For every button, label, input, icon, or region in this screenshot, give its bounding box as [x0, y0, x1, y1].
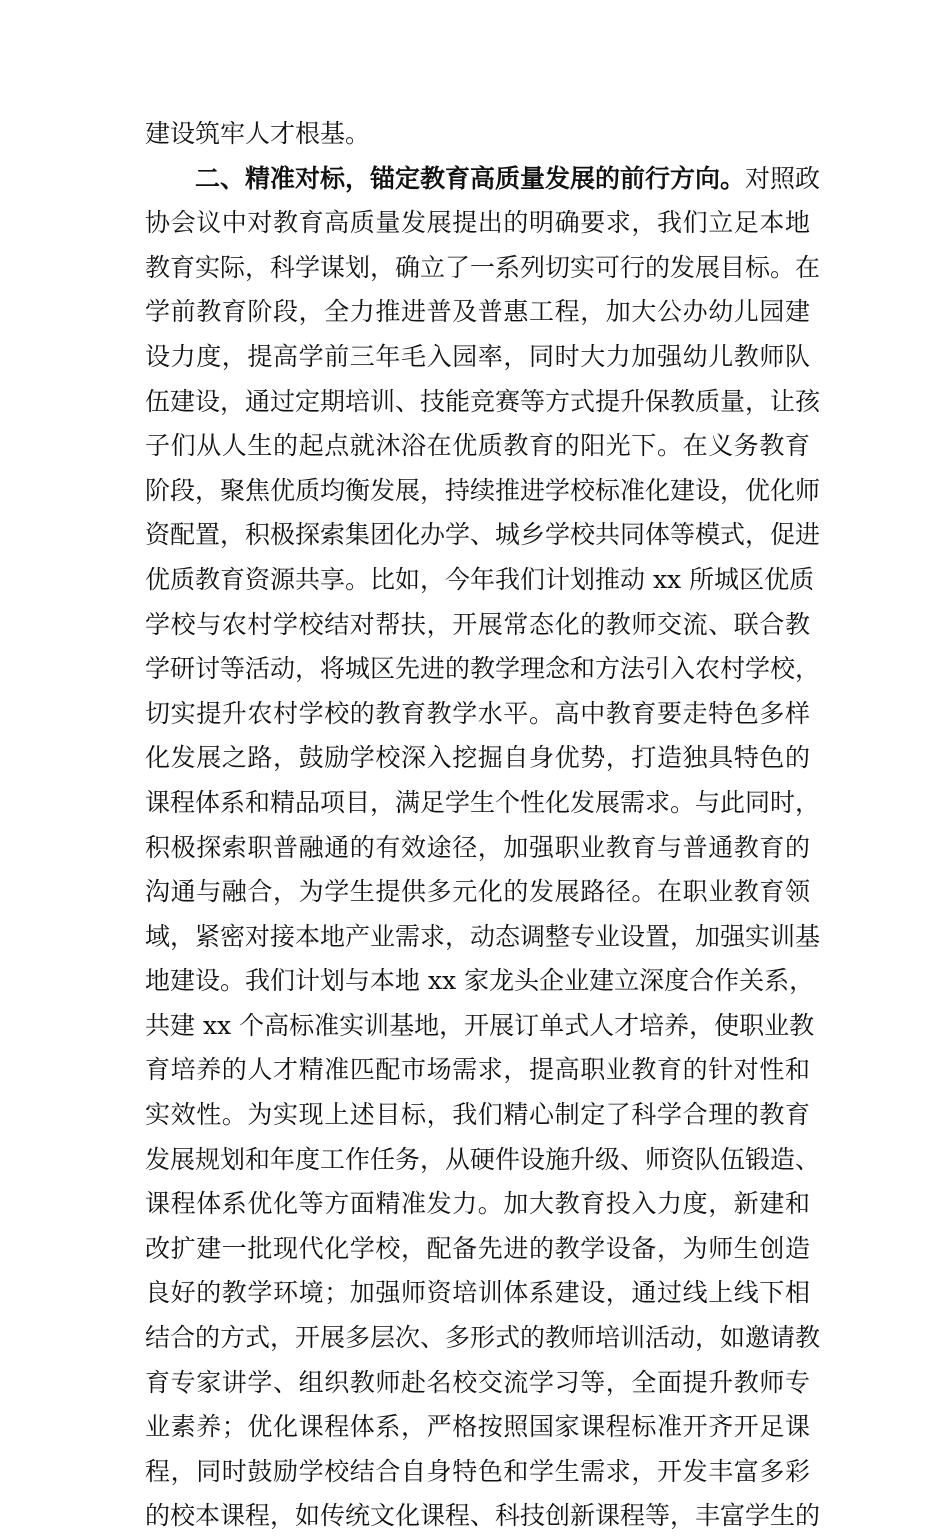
text-line: 化发展之路，鼓励学校深入挖掘自身优势，打造独具特色的 [145, 743, 810, 773]
text-line: 优质教育资源共享。比如，今年我们计划推动 xx 所城区优质 [145, 564, 815, 594]
section-heading: 二、精准对标，锚定教育高质量发展的前行方向。 [195, 163, 746, 193]
heading-continuation: 对照政 [745, 163, 821, 193]
text-line: 地建设。我们计划与本地 xx 家龙头企业建立深度合作关系， [145, 966, 815, 996]
text-line: 发展规划和年度工作任务，从硬件设施升级、师资队伍锻造、 [145, 1144, 821, 1174]
text-line: 课程体系和精品项目，满足学生个性化发展需求。与此同时， [145, 787, 821, 817]
document-body [145, 112, 821, 1539]
section-heading-line [145, 157, 821, 202]
text-line: 学校与农村学校结对帮扶，开展常态化的教师交流、联合教 [145, 609, 810, 639]
text-line: 学研讨等活动，将城区先进的教学理念和方法引入农村学校， [145, 654, 821, 684]
text-line: 改扩建一批现代化学校，配备先进的教学设备，为师生创造 [145, 1233, 810, 1263]
text-line: 切实提升农村学校的教育教学水平。高中教育要走特色多样 [145, 698, 810, 728]
text-line: 建设筑牢人才根基。 [145, 119, 371, 148]
text-line: 育专家讲学、组织教师赴名校交流学习等，全面提升教师专 [145, 1367, 810, 1397]
text-line: 实效性。为实现上述目标，我们精心制定了科学合理的教育 [145, 1100, 810, 1130]
text-line: 域，紧密对接本地产业需求，动态调整专业设置，加强实训基 [145, 921, 821, 951]
text-line: 共建 xx 个高标准实训基地，开展订单式人才培养，使职业教 [145, 1010, 815, 1040]
text-line: 程，同时鼓励学校结合自身特色和学生需求，开发丰富多彩 [145, 1456, 810, 1486]
text-line: 子们从人生的起点就沐浴在优质教育的阳光下。在义务教育 [145, 431, 810, 461]
text-line: 学前教育阶段，全力推进普及普惠工程，加大公办幼儿园建 [145, 297, 810, 327]
text-line: 沟通与融合，为学生提供多元化的发展路径。在职业教育领 [145, 877, 810, 907]
text-line: 育培养的人才精准匹配市场需求，提高职业教育的针对性和 [145, 1055, 810, 1085]
text-line: 的校本课程，如传统文化课程、科技创新课程等，丰富学生的 [145, 1501, 821, 1531]
text-line: 业素养；优化课程体系，严格按照国家课程标准开齐开足课 [145, 1412, 810, 1442]
text-line: 资配置，积极探索集团化办学、城乡学校共同体等模式，促进 [145, 520, 821, 550]
text-line: 伍建设，通过定期培训、技能竞赛等方式提升保教质量，让孩 [145, 386, 821, 416]
text-line: 积极探索职普融通的有效途径，加强职业教育与普通教育的 [145, 832, 810, 862]
text-line: 阶段，聚焦优质均衡发展，持续推进学校标准化建设，优化师 [145, 475, 821, 505]
text-line: 结合的方式，开展多层次、多形式的教师培训活动，如邀请教 [145, 1323, 821, 1353]
text-line: 设力度，提高学前三年毛入园率，同时大力加强幼儿教师队 [145, 341, 810, 371]
text-line: 协会议中对教育高质量发展提出的明确要求，我们立足本地 [145, 208, 810, 238]
text-line: 良好的教学环境；加强师资培训体系建设，通过线上线下相 [145, 1278, 810, 1308]
text-line: 课程体系优化等方面精准发力。加大教育投入力度，新建和 [145, 1189, 810, 1219]
text-line: 教育实际，科学谋划，确立了一系列切实可行的发展目标。在 [145, 252, 821, 282]
